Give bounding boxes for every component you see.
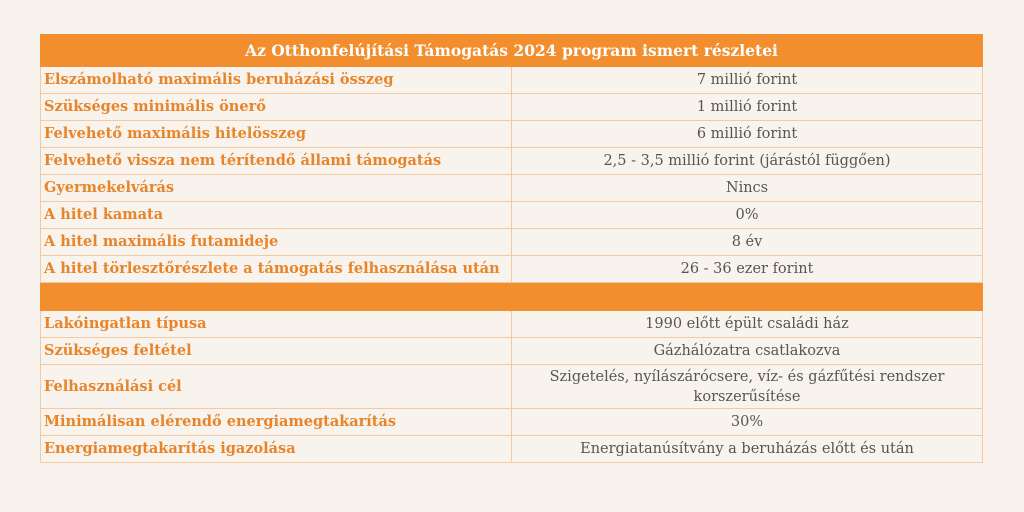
row-value: Gázhálózatra csatlakozva xyxy=(512,338,983,365)
row-value: 6 millió forint xyxy=(512,121,983,148)
table-row xyxy=(41,409,983,436)
row-value-line: korszerűsítése xyxy=(693,388,801,405)
row-value: 0% xyxy=(512,202,983,229)
program-details-table xyxy=(40,34,983,463)
section-separator xyxy=(41,283,983,311)
table-row xyxy=(41,229,983,256)
table-row xyxy=(41,202,983,229)
row-value: 2,5 - 3,5 millió forint (járástól függően) xyxy=(512,148,983,175)
row-label: A hitel kamata xyxy=(41,202,512,229)
program-details-table-wrapper xyxy=(40,34,982,463)
row-value: 1 millió forint xyxy=(512,94,983,121)
row-value: Energiatanúsítvány a beruházás előtt és után xyxy=(512,436,983,463)
row-label: Energiamegtakarítás igazolása xyxy=(41,436,512,463)
row-label: Minimálisan elérendő energiamegtakarítás xyxy=(41,409,512,436)
table-row xyxy=(41,256,983,283)
table-row xyxy=(41,175,983,202)
row-label: Elszámolható maximális beruházási összeg xyxy=(41,67,512,94)
row-label: Szükséges feltétel xyxy=(41,338,512,365)
table-row xyxy=(41,121,983,148)
section-separator-row xyxy=(41,283,983,311)
table-row xyxy=(41,148,983,175)
row-label: Gyermekelvárás xyxy=(41,175,512,202)
row-label: A hitel törlesztőrészlete a támogatás felhasználása után xyxy=(41,256,512,283)
table-title: Az Otthonfelújítási Támogatás 2024 program ismert részletei xyxy=(41,35,983,67)
row-label: Felvehető vissza nem térítendő állami támogatás xyxy=(41,148,512,175)
row-label: A hitel maximális futamideje xyxy=(41,229,512,256)
row-label: Szükséges minimális önerő xyxy=(41,94,512,121)
table-row xyxy=(41,365,983,409)
row-value: 30% xyxy=(512,409,983,436)
table-row xyxy=(41,67,983,94)
row-value: 26 - 36 ezer forint xyxy=(512,256,983,283)
table-row xyxy=(41,338,983,365)
table-row xyxy=(41,311,983,338)
row-value-line: Szigetelés, nyílászárócsere, víz- és gázfűtési rendszer xyxy=(549,368,945,385)
row-value: 1990 előtt épült családi ház xyxy=(512,311,983,338)
row-label: Felvehető maximális hitelösszeg xyxy=(41,121,512,148)
row-label: Felhasználási cél xyxy=(41,365,512,409)
row-value xyxy=(512,365,983,409)
table-header-row xyxy=(41,35,983,67)
row-label: Lakóingatlan típusa xyxy=(41,311,512,338)
table-row xyxy=(41,94,983,121)
row-value: Nincs xyxy=(512,175,983,202)
row-value: 8 év xyxy=(512,229,983,256)
row-value: 7 millió forint xyxy=(512,67,983,94)
table-row xyxy=(41,436,983,463)
